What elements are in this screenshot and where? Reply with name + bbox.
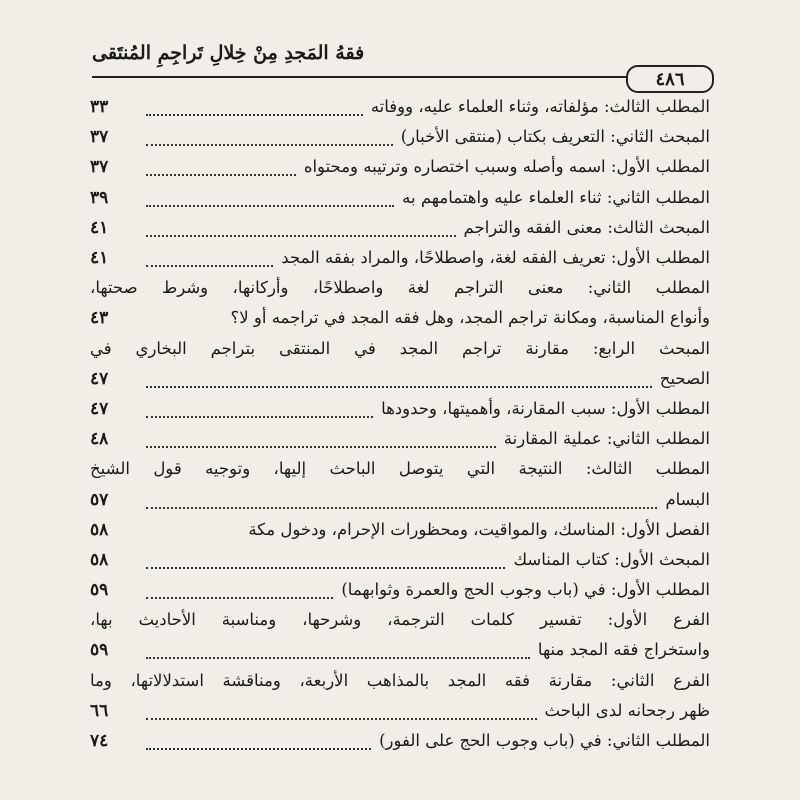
toc-entry (90, 243, 710, 273)
dot-leader (146, 132, 393, 146)
page-number: ٤٨٦ (655, 68, 685, 90)
toc-entry (90, 545, 710, 575)
page-number-box (626, 65, 714, 93)
toc-entry-title: المطلب الثاني: معنى التراجم لغة واصطلاحًا، وأركانها، وشرط صحتها، (90, 278, 710, 298)
toc-entry-page: ٤٨ (90, 429, 109, 450)
toc-entry-title: الفصل الأول: المناسك، والمواقيت، ومحظورات الإحرام، ودخول مكة (248, 519, 710, 539)
toc-entry (90, 696, 710, 726)
toc-entry-title: المبحث الرابع: مقارنة تراجم المجد في المنتقى بتراجم البخاري في (90, 338, 710, 358)
toc-entry-title: المطلب الثالث: مؤلفاته، وثناء العلماء عليه، ووفاته (370, 97, 710, 117)
toc-entry (90, 273, 710, 303)
toc-entry-title: ظهر رجحانه لدى الباحث (544, 700, 710, 720)
toc-entry (90, 394, 710, 424)
page-header (92, 38, 708, 94)
toc-entry (90, 303, 710, 333)
toc-entry (90, 92, 710, 122)
toc-entry-title: الصحيح (659, 368, 710, 388)
toc-entry-page: ٣٧ (90, 157, 109, 178)
dot-leader (146, 495, 657, 509)
toc-entry (90, 726, 710, 756)
toc-entry-page: ٥٧ (90, 489, 109, 510)
toc-entry-page: ٤٧ (90, 368, 109, 389)
dot-leader (146, 404, 373, 418)
toc-entry-page: ٦٦ (90, 700, 109, 721)
toc-entry-page: ٧٤ (90, 731, 109, 752)
toc-entry-title: المطلب الثالث: النتيجة التي يتوصل الباحث إليها، وتوجيه قول الشيخ (90, 459, 710, 479)
toc-entry-page: ٣٧ (90, 127, 109, 148)
toc-entry-page: ٥٨ (90, 549, 109, 570)
toc-entry (90, 122, 710, 152)
dot-leader (146, 253, 273, 267)
dot-leader (146, 193, 394, 207)
toc-entry-title: المطلب الأول: سبب المقارنة، وأهميتها، وحدودها (381, 398, 710, 418)
dot-leader (146, 645, 530, 659)
toc-entry (90, 454, 710, 484)
toc-entry-title: المطلب الثاني: في (باب وجوب الحج على الفور) (379, 731, 710, 751)
toc-entry-page: ٤٧ (90, 398, 109, 419)
dot-leader (146, 585, 333, 599)
dot-leader (146, 223, 456, 237)
toc-entry-title: واستخراج فقه المجد منها (537, 640, 710, 660)
dot-leader (146, 102, 363, 116)
toc-entry-title: البسام (665, 489, 710, 509)
dot-leader (146, 555, 505, 569)
toc-entry (90, 484, 710, 514)
toc-entry-title: المطلب الأول: في (باب وجوب الحج والعمرة وثوابهما) (341, 580, 710, 600)
toc-entry-title: المطلب الثاني: ثناء العلماء عليه واهتمامهم به (402, 187, 710, 207)
toc-entry (90, 183, 710, 213)
toc-entry-title: المبحث الأول: كتاب المناسك (513, 549, 710, 569)
dot-leader (146, 706, 537, 720)
toc-entry-title: المطلب الأول: تعريف الفقه لغة، واصطلاحًا، والمراد بفقه المجد (281, 248, 710, 268)
toc-entry-page: ٤١ (90, 217, 109, 238)
toc-entry (90, 635, 710, 665)
toc-entry (90, 515, 710, 545)
toc-entry (90, 213, 710, 243)
toc-entry-page: ٥٩ (90, 580, 109, 601)
toc-entry-page: ٤١ (90, 248, 109, 269)
toc-entry-title: وأنواع المناسبة، ومكانة تراجم المجد، وهل فقه المجد في تراجمه أو لا؟ (230, 308, 710, 328)
dot-leader (146, 526, 240, 538)
table-of-contents (90, 92, 710, 756)
toc-entry (90, 575, 710, 605)
toc-entry-title: المطلب الأول: اسمه وأصله وسبب اختصاره وترتيبه ومحتواه (303, 157, 710, 177)
toc-entry-title: المطلب الثاني: عملية المقارنة (503, 429, 710, 449)
toc-entry-title: الفرع الأول: تفسير كلمات الترجمة، وشرحها، ومناسبة الأحاديث بها، (90, 610, 710, 630)
toc-entry (90, 334, 710, 364)
toc-entry-page: ٥٨ (90, 519, 109, 540)
dot-leader (146, 736, 371, 750)
header-rule (92, 76, 708, 78)
toc-entry-title: المبحث الثالث: معنى الفقه والتراجم (463, 217, 710, 237)
dot-leader (146, 162, 296, 176)
running-title: فقهُ المَجدِ مِنْ خِلالِ تَراجِمِ المُنتَقى (92, 42, 365, 64)
toc-entry-page: ٤٣ (90, 308, 109, 329)
toc-entry (90, 152, 710, 182)
toc-entry (90, 424, 710, 454)
toc-entry (90, 364, 710, 394)
toc-entry-page: ٥٩ (90, 640, 109, 661)
dot-leader (146, 314, 223, 326)
toc-entry (90, 605, 710, 635)
toc-entry-page: ٣٣ (90, 97, 109, 118)
toc-entry-title: الفرع الثاني: مقارنة فقه المجد بالمذاهب الأربعة، ومناقشة استدلالاتها، وما (90, 670, 710, 690)
toc-entry-page: ٣٩ (90, 187, 109, 208)
dot-leader (146, 434, 496, 448)
dot-leader (146, 374, 652, 388)
toc-entry-title: المبحث الثاني: التعريف بكتاب (منتقى الأخبار) (400, 127, 710, 147)
toc-entry (90, 666, 710, 696)
